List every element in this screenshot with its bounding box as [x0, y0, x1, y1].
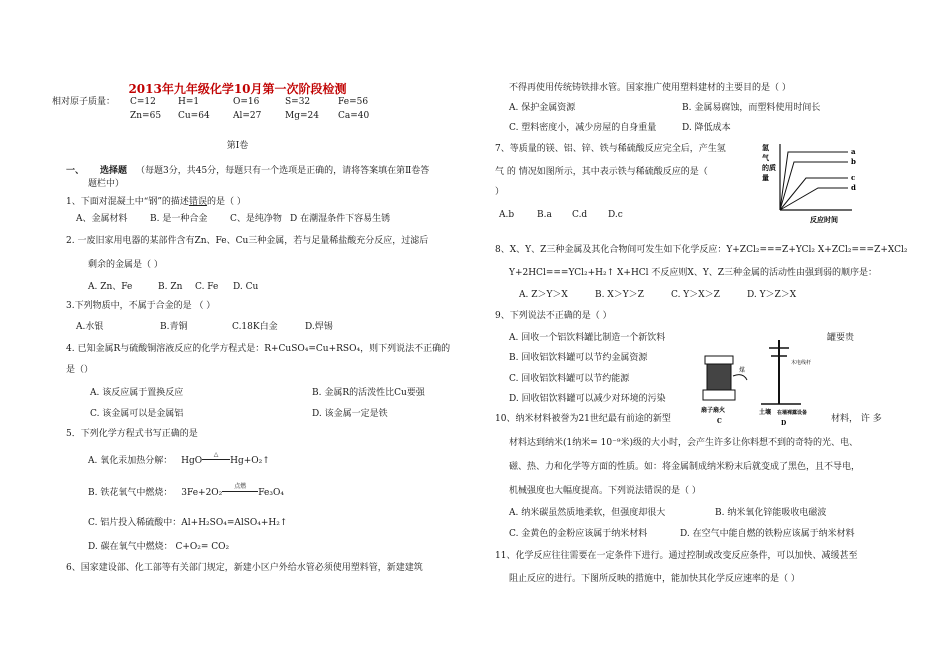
atomic-mass-value: Fe=56 — [338, 97, 369, 107]
question-10-option-d[interactable]: D. 在空气中能自燃的铁粉应该属于纳米材料 — [680, 529, 855, 539]
question-6-option-b[interactable]: B. 金属易腐蚀，而塑料使用时间长 — [682, 103, 821, 113]
stove-fuel-label: 煤 — [739, 367, 746, 374]
question-9-option-b[interactable]: B. 回收铝饮料罐可以节约金属资源 — [509, 353, 648, 363]
question-3-option-a[interactable]: A.水银 — [76, 322, 104, 332]
right-column — [475, 0, 950, 671]
section-number: 一、 — [66, 166, 85, 176]
atomic-mass-label: 相对原子质量： — [52, 97, 116, 107]
question-1-option-d[interactable]: D 在潮湿条件下容易生锈 — [290, 214, 391, 224]
question-5-option-d[interactable]: D. 碳在氧气中燃烧： C+O₂= CO₂ — [88, 542, 230, 552]
soil-label: 土壤 — [759, 409, 772, 416]
equipment-label: 在墙裸露设备 — [777, 410, 808, 416]
atomic-mass-value: H=1 — [178, 97, 200, 107]
question-9-option-c[interactable]: C. 回收铝饮料罐可以节约能源 — [509, 374, 630, 384]
question-11-line-2: 阻止反应的进行。下图所反映的措施中，能加快其化学反应速率的是（ ） — [509, 574, 800, 584]
equation-right: Hg+O₂↑ — [230, 456, 270, 466]
question-10-line-3: 磁、热、力和化学等方面的性质。如：将金属制成纳米粉末后就变成了黑色，且不导电， — [509, 462, 861, 472]
atomic-mass-value: O=16 — [233, 97, 260, 107]
question-6-option-d[interactable]: D. 降低成本 — [682, 123, 731, 133]
atomic-mass-value: Mg=24 — [285, 111, 319, 121]
question-7-option-b[interactable]: B.a — [537, 210, 552, 220]
stove-label: 扇子扇火 — [701, 407, 726, 414]
question-8-line-1: 8、X、Y、Z三种金属及其化合物间可发生如下化学反应：Y+ZCl₂===Z+YCl₂ X+ZCl₂===Z+XCl₂ — [495, 245, 908, 255]
chart-curve-d — [780, 188, 848, 210]
figure-letter: D — [781, 420, 787, 427]
question-4-option-d[interactable]: D. 该金属一定是铁 — [312, 409, 388, 419]
question-5-stem: 5．下列化学方程式书写正确的是 — [66, 429, 198, 439]
question-9-option-a-tail: 罐要贵 — [827, 333, 855, 343]
equation-left: 3Fe+2O₂ — [181, 488, 223, 498]
question-10-option-b[interactable]: B. 纳米氧化锌能吸收电磁波 — [715, 508, 827, 518]
question-9-stem: 9、下列说法不正确的是（ ） — [495, 311, 612, 321]
pot-rim — [705, 356, 733, 364]
section-name: 选择题 — [100, 166, 128, 176]
chart-ylabel-line: 气 — [762, 153, 769, 162]
question-7-line-3: ） — [495, 187, 505, 197]
equation-right: Fe₃O₄ — [258, 488, 284, 498]
question-1-stem — [66, 196, 246, 208]
question-7-option-c[interactable]: C.d — [572, 210, 588, 220]
question-11-line-1: 11、化学反应往往需要在一定条件下进行。通过控制或改变反应条件，可以加快、减缓甚至 — [495, 551, 858, 561]
chart-curve-a — [780, 152, 848, 210]
question-10-line-1b: 材料， 许 多 — [831, 414, 882, 424]
question-5-option-a[interactable] — [88, 451, 270, 467]
atomic-mass-value: Zn=65 — [130, 111, 162, 121]
chart-curve-b — [780, 162, 848, 210]
atomic-mass-value: Cu=64 — [178, 111, 210, 121]
question-1-stem-emphasis: 错误 — [188, 197, 207, 207]
stove-figure — [693, 346, 761, 426]
condition-text: 点燃 — [234, 483, 247, 490]
chart-curve-label: b — [851, 157, 856, 166]
question-8-option-d[interactable]: D. Y＞Z＞X — [747, 290, 797, 300]
figure-letter: C — [717, 418, 722, 425]
question-10-line-2: 材料达到纳米(1纳米= 10⁻⁹米)级的大小时，会产生许多让你料想不到的奇特的光、电、 — [509, 438, 858, 448]
chart-curve-label: d — [851, 183, 856, 192]
utility-pole-figure — [757, 336, 827, 428]
question-9-option-a[interactable]: A. 回收一个铝饮料罐比制造一个新饮料 — [509, 333, 666, 343]
reaction-condition — [202, 451, 230, 467]
hydrogen-mass-chart — [760, 138, 866, 228]
question-8-option-b[interactable]: B. X＞Y＞Z — [595, 290, 644, 300]
chart-ylabel-line: 氢 — [762, 143, 769, 152]
question-2-line-2: 剩余的金属是（ ） — [88, 260, 163, 270]
question-4-line-1: 4. 已知金属R与硫酸铜溶液反应的化学方程式是：R+CuSO₄=Cu+RSO₄，则下列说法不正确的 — [66, 344, 451, 354]
reaction-condition — [222, 483, 258, 499]
question-3-option-c[interactable]: C.18K白金 — [232, 322, 278, 332]
section-description-cont: 题栏中） — [88, 179, 125, 189]
question-3-option-b[interactable]: B.青铜 — [160, 322, 188, 332]
equation-left: HgO — [181, 456, 203, 466]
question-7-line-2: 气 的 情况如图所示，其中表示铁与稀硫酸反应的是（ — [495, 167, 708, 177]
question-5-option-a-label: A. 氧化汞加热分解： — [88, 456, 173, 466]
question-5-option-c[interactable]: C. 铝片投入稀硫酸中：Al+H₂SO₄=AlSO₄+H₂↑ — [88, 518, 288, 528]
question-5-option-b-label: B. 铁花氧气中燃烧： — [88, 488, 173, 498]
question-6-option-a[interactable]: A. 保护金属资源 — [509, 103, 576, 113]
question-7-option-d[interactable]: D.c — [608, 210, 623, 220]
stove-body — [707, 364, 731, 390]
atomic-mass-value: Ca=40 — [338, 111, 370, 121]
condition-symbol: △ — [213, 451, 219, 458]
atomic-mass-value: S=32 — [285, 97, 311, 107]
question-10-line-1a: 10、纳米材料被誉为21世纪最有前途的新型 — [495, 414, 671, 424]
question-6-option-c[interactable]: C. 塑料密度小，减少房屋的自身重量 — [509, 123, 657, 133]
question-10-line-4: 机械强度也大幅度提高。下列说法错误的是（ ） — [509, 486, 701, 496]
question-6-line-2: 不得再使用传统铸铁排水管。国家推广使用塑料建材的主要目的是（ ） — [509, 83, 791, 93]
chart-curve-label: c — [851, 173, 856, 182]
question-1-option-c[interactable]: C、是纯净物 — [230, 214, 282, 224]
chart-ylabel-line: 的质 — [762, 163, 776, 172]
question-4-option-c[interactable]: C. 该金属可以是金属铝 — [90, 409, 184, 419]
stove-base — [703, 390, 735, 400]
chart-xlabel: 反应时间 — [810, 215, 838, 224]
chart-curve-label: a — [851, 147, 856, 156]
page-title: 2013年九年级化学10月第一次阶段检测 — [128, 82, 347, 96]
question-1-stem-a: 1、下面对混凝土中“钢”的描述 — [66, 197, 189, 207]
question-7-line-1: 7、等质量的镁、铝、锌、铁与稀硫酸反应完全后，产生氢 — [495, 144, 726, 154]
question-8-option-a[interactable]: A. Z＞Y＞X — [519, 290, 568, 300]
fan-icon — [733, 375, 747, 380]
question-2-option-d[interactable]: D. Cu — [233, 282, 259, 292]
question-1-stem-b: 的是（ ） — [206, 197, 246, 207]
question-5-option-b[interactable] — [88, 483, 284, 499]
atomic-mass-value: Al=27 — [233, 111, 262, 121]
question-10-option-c[interactable]: C. 金黄色的金粉应该属于纳米材料 — [509, 529, 648, 539]
question-7-option-a[interactable]: A.b — [499, 210, 515, 220]
chart-ylabel-line: 量 — [762, 173, 769, 182]
section-description: （每题3分，共45分，每题只有一个选项是正确的，请将答案填在第Ⅱ卷答 — [136, 166, 430, 176]
question-2-option-b[interactable]: B. Zn — [158, 282, 183, 292]
atomic-mass-value: C=12 — [130, 97, 156, 107]
question-6-line-1: 6、国家建设部、化工部等有关部门规定，新建小区户外给水管必须使用塑料管，新建建筑 — [66, 563, 423, 573]
question-2-option-c[interactable]: C. Fe — [195, 282, 219, 292]
question-9-option-d[interactable]: D. 回收铝饮料罐可以减少对环境的污染 — [509, 394, 666, 404]
question-8-line-2: Y+2HCl===YCl₂+H₂↑ X+HCl 不反应则X、Y、Z三种金属的活动性由强到弱的顺序是： — [509, 268, 878, 278]
chart-curve-c — [780, 178, 848, 210]
question-2-line-1: 2. 一废旧家用电器的某部件含有Zn、Fe、Cu三种金属，若与足量稀盐酸充分反应，过滤后 — [66, 236, 429, 246]
question-3-stem: 3.下列物质中，不属于合金的是 （ ） — [66, 301, 216, 311]
question-4-option-a[interactable]: A. 该反应属于置换反应 — [90, 388, 184, 398]
pole-label: 木电线杆 — [791, 360, 812, 366]
question-1-option-b[interactable]: B. 是一种合金 — [150, 214, 208, 224]
question-1-option-a[interactable]: A、金属材料 — [76, 214, 128, 224]
question-2-option-a[interactable]: A. Zn、Fe — [88, 282, 133, 292]
question-4-option-b[interactable]: B. 金属R的活泼性比Cu要强 — [312, 388, 425, 398]
question-4-line-2: 是（） — [66, 365, 94, 375]
question-3-option-d[interactable]: D.焊锡 — [305, 322, 333, 332]
question-8-option-c[interactable]: C. Y＞X＞Z — [671, 290, 720, 300]
question-10-option-a[interactable]: A. 纳米碳虽然质地柔软，但强度却很大 — [509, 508, 666, 518]
volume-heading: 第Ⅰ卷 — [226, 141, 249, 151]
